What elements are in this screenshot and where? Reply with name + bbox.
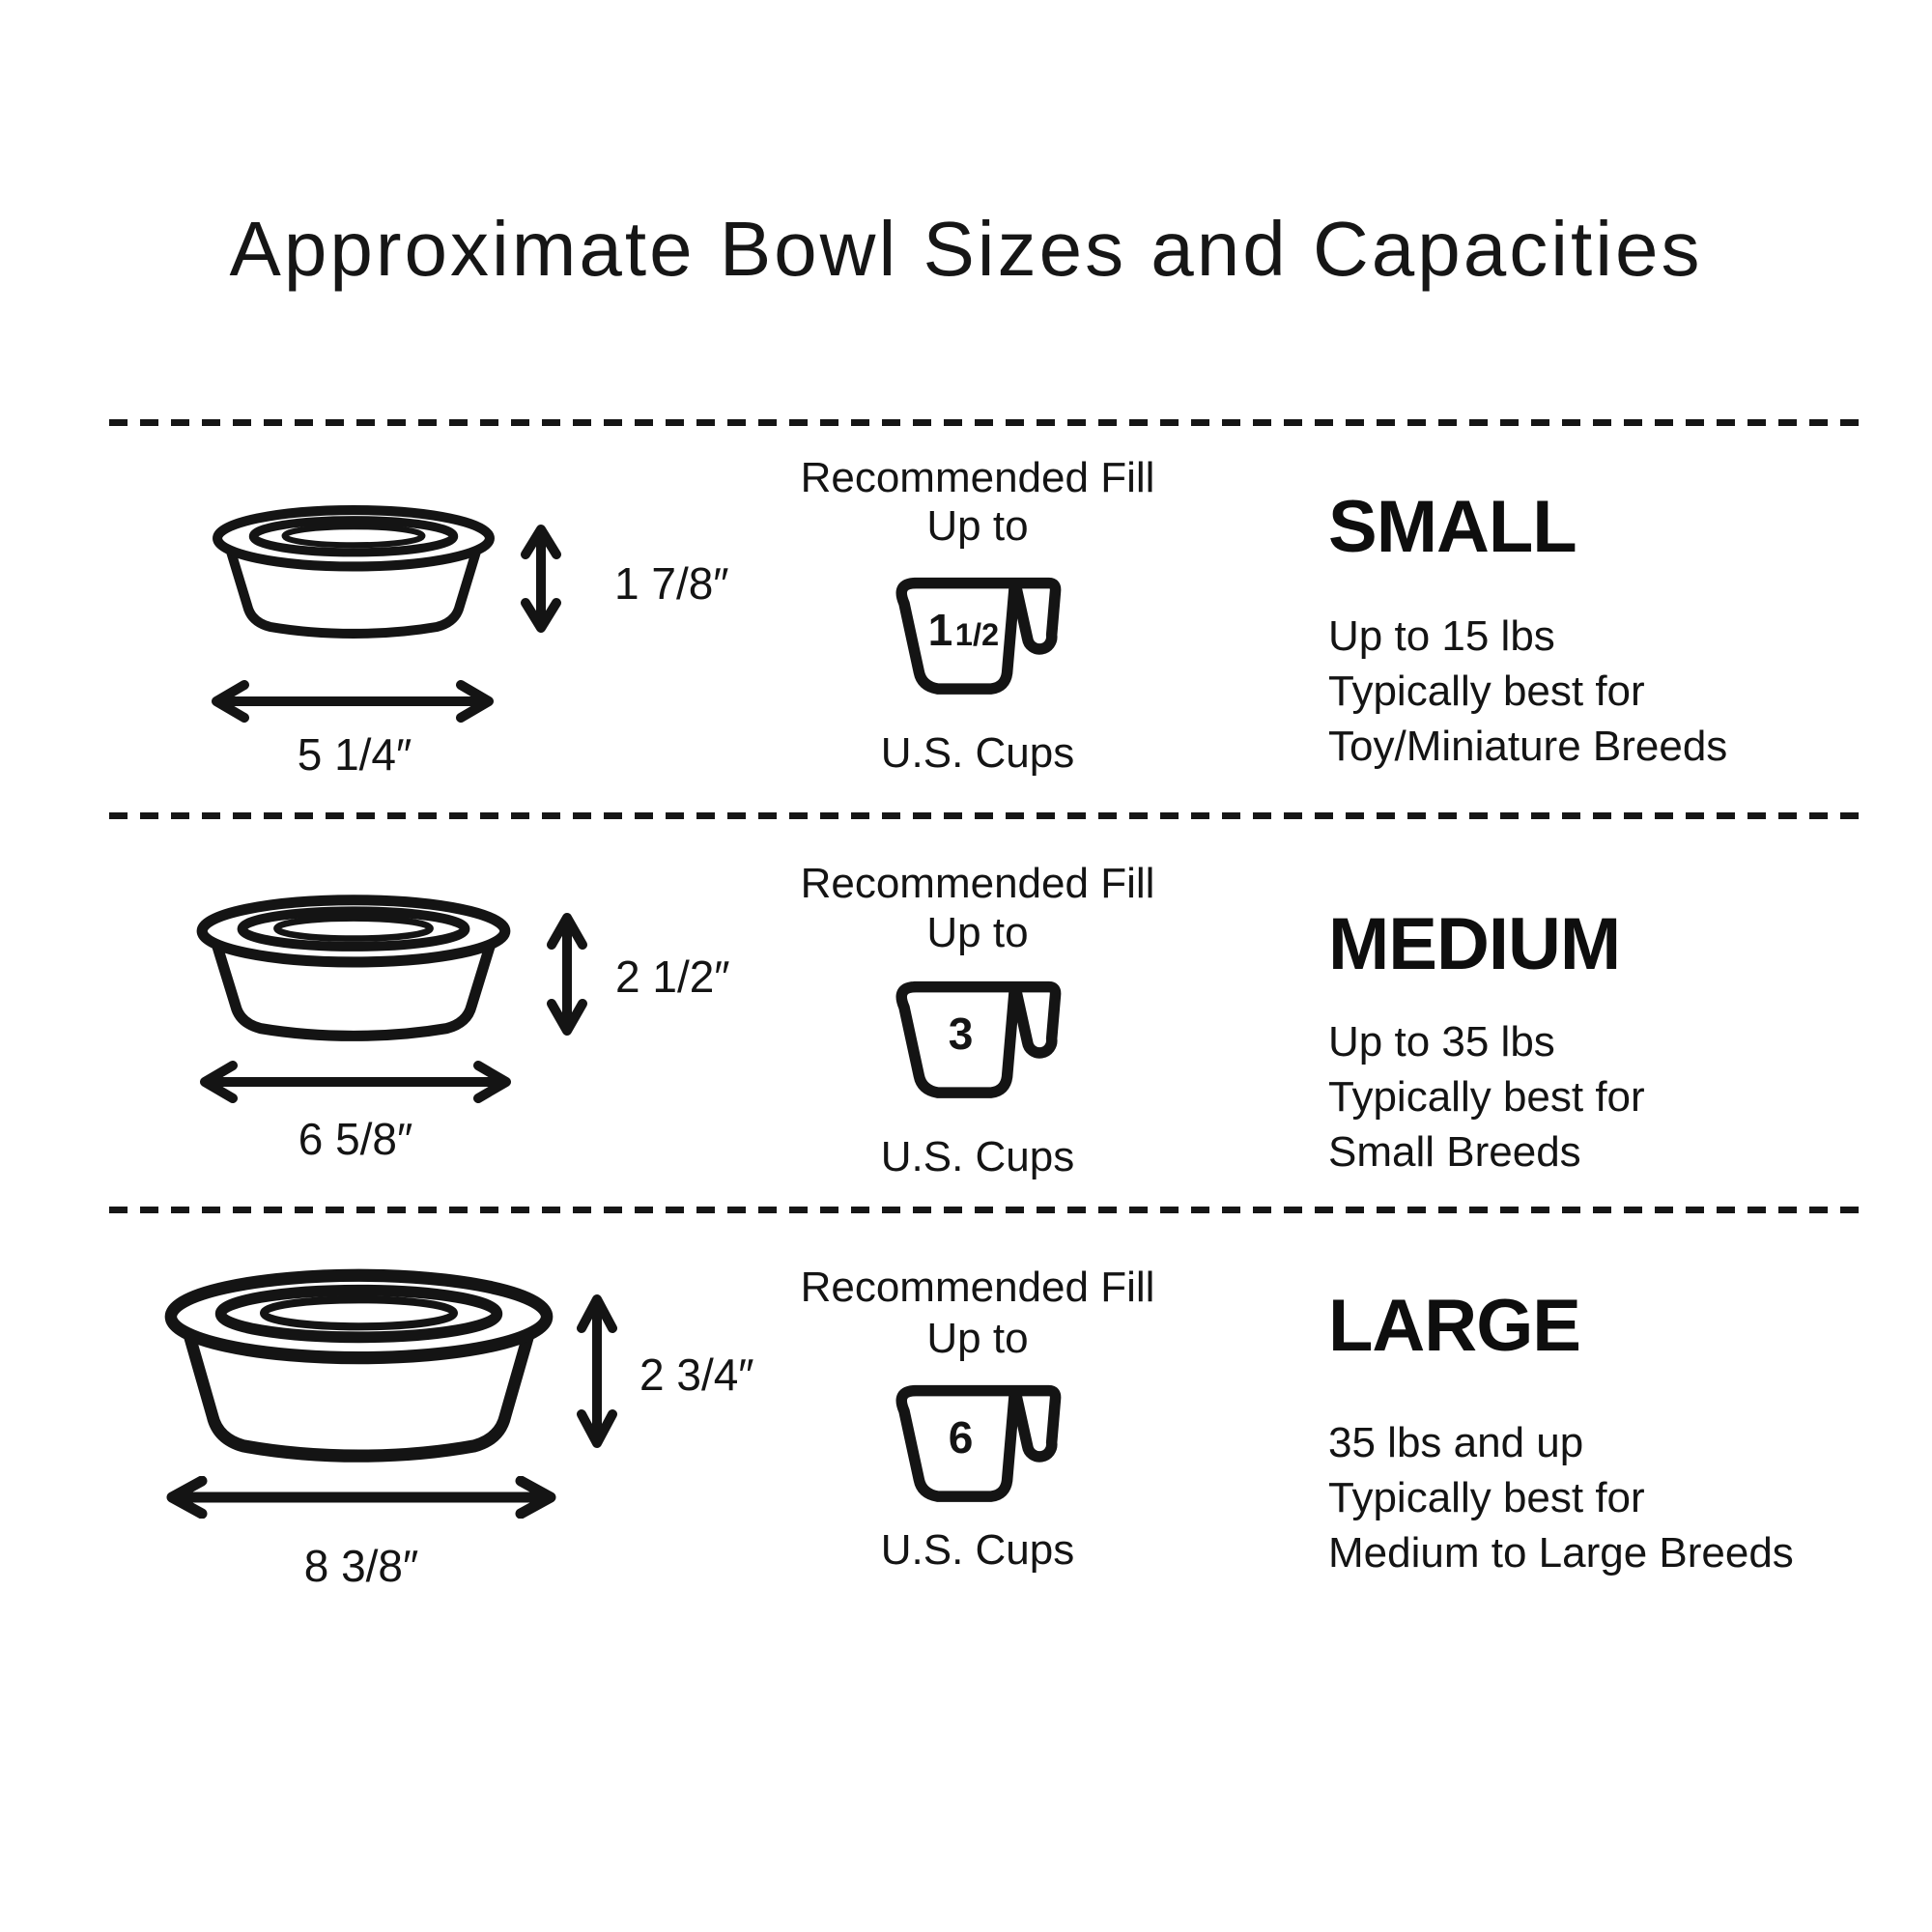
bowl-icon (208, 503, 499, 639)
weight-range: Up to 35 lbs (1328, 1018, 1555, 1065)
cup-fill-whole: 3 (948, 1008, 974, 1059)
fill-heading: Recommended Fill (800, 860, 1155, 907)
bowl-width-label: 8 3/8″ (303, 1541, 419, 1591)
height-arrow-path (552, 918, 582, 1031)
fill-subheading: Up to (926, 909, 1029, 956)
size-heading: SMALL (1328, 486, 1577, 568)
row-divider-top (109, 419, 1863, 426)
height-arrow-icon (546, 910, 588, 1038)
width-arrow-icon (196, 1061, 515, 1103)
fill-subheading: Up to (926, 1315, 1029, 1362)
suitability-intro: Typically best for (1328, 1474, 1645, 1521)
size-description (1328, 1415, 1794, 1580)
cup-fill-whole: 1 (927, 604, 953, 655)
suitability-breeds: Small Breeds (1328, 1128, 1581, 1176)
height-arrow-icon (576, 1292, 618, 1451)
measuring-cup-path (901, 1391, 1055, 1496)
weight-range: Up to 15 lbs (1328, 612, 1555, 660)
size-heading: LARGE (1328, 1285, 1580, 1367)
fill-heading: Recommended Fill (800, 1264, 1155, 1311)
cup-unit-label: U.S. Cups (880, 729, 1075, 777)
bowl-width-label: 5 1/4″ (297, 729, 412, 780)
fill-subheading: Up to (926, 502, 1029, 550)
bowl-height-label: 1 7/8″ (614, 558, 729, 609)
bowl-height-label: 2 3/4″ (639, 1350, 754, 1400)
height-arrow-icon (520, 522, 562, 636)
bowl-height-label: 2 1/2″ (615, 952, 730, 1002)
measuring-cup-icon (881, 976, 1066, 1121)
page-title: Approximate Bowl Sizes and Capacities (229, 206, 1703, 292)
width-arrow-path (172, 1481, 551, 1514)
size-description (1328, 609, 1727, 774)
width-arrow-path (216, 685, 489, 718)
suitability-breeds: Toy/Miniature Breeds (1328, 723, 1728, 770)
width-arrow-path (205, 1065, 506, 1098)
width-arrow-icon (163, 1476, 559, 1519)
size-description (1328, 1014, 1645, 1179)
width-arrow-icon (208, 680, 497, 723)
height-arrow-path (526, 529, 556, 628)
suitability-intro: Typically best for (1328, 1073, 1645, 1121)
height-arrow-path (582, 1299, 612, 1443)
suitability-breeds: Medium to Large Breeds (1328, 1529, 1794, 1577)
cup-fill-whole: 6 (948, 1411, 974, 1463)
weight-range: 35 lbs and up (1328, 1419, 1584, 1466)
measuring-cup-path (901, 987, 1055, 1093)
cup-unit-label: U.S. Cups (880, 1133, 1075, 1180)
bowl-width-label: 6 5/8″ (298, 1114, 413, 1164)
row-divider-middle (109, 812, 1863, 819)
fill-heading: Recommended Fill (800, 454, 1155, 501)
measuring-cup-icon (881, 1379, 1066, 1524)
cup-unit-label: U.S. Cups (880, 1526, 1075, 1574)
bowl-icon (191, 893, 516, 1042)
cup-fill-fraction: 1/2 (954, 615, 1000, 652)
suitability-intro: Typically best for (1328, 668, 1645, 715)
measuring-cup-icon (881, 572, 1066, 717)
row-divider-bottom (109, 1207, 1863, 1213)
size-heading: MEDIUM (1328, 903, 1621, 985)
bowl-icon (157, 1265, 560, 1464)
